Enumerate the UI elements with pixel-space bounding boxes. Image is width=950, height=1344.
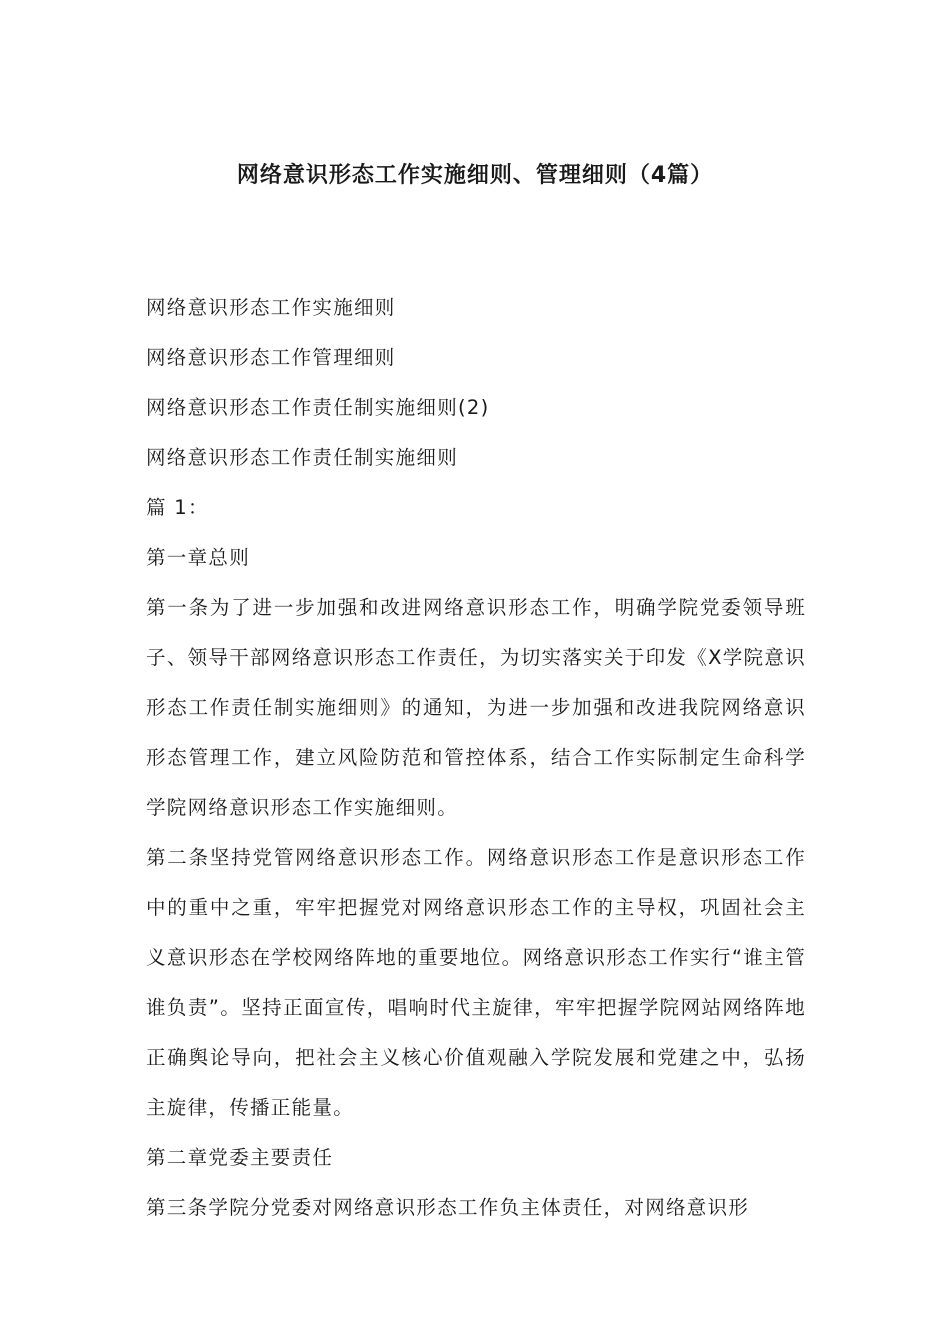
toc-item-4: 网络意识形态工作责任制实施细则 (146, 446, 459, 469)
document-title: 网络意识形态工作实施细则、管理细则（4篇） (236, 163, 714, 188)
article-1: 第一条为了进一步加强和改进网络意识形态工作，明确学院党委领导班子、领导干部网络意识形态工作责任，为切实落实关于印发《X学院意识形态工作责任制实施细则》的通知，为进一步加强和改进我院网络意识形态管理工作，建立风险防范和管控体系，结合工作实际制定生命科学学院网络意识形态工作实施细则。 (146, 596, 806, 819)
toc-item-3: 网络意识形态工作责任制实施细则(2) (146, 396, 490, 419)
document-body (146, 283, 806, 1233)
chapter-heading-2: 第二章党委主要责任 (146, 1146, 334, 1169)
chapter-heading-1: 第一章总则 (146, 546, 251, 569)
section-label: 篇 1： (146, 496, 209, 519)
toc-item-1: 网络意识形态工作实施细则 (146, 296, 396, 319)
toc-item-2: 网络意识形态工作管理细则 (146, 346, 396, 369)
article-2: 第二条坚持党管网络意识形态工作。网络意识形态工作是意识形态工作中的重中之重，牢牢把握党对网络意识形态工作的主导权，巩固社会主义意识形态在学校网络阵地的重要地位。网络意识形态工作实行“谁主管谁负责”。坚持正面宣传，唱响时代主旋律，牢牢把握学院网站网络阵地正确舆论导向，把社会主义核心价值观融入学院发展和党建之中，弘扬主旋律，传播正能量。 (146, 846, 806, 1119)
article-3: 第三条学院分党委对网络意识形态工作负主体责任，对网络意识形 (146, 1196, 750, 1219)
